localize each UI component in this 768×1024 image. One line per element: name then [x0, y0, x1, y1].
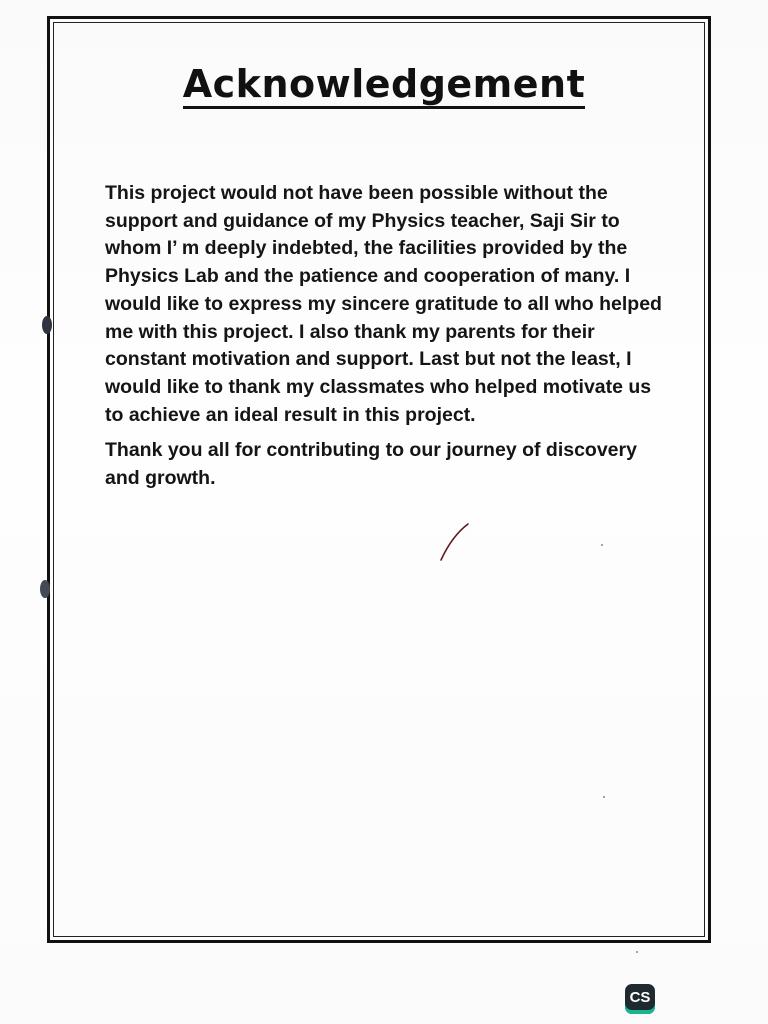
scan-speck — [636, 951, 638, 953]
punch-hole-icon — [40, 580, 50, 598]
paragraph-main: This project would not have been possible without the support and guidance of my Physics teacher, Saji Sir to whom I’ m deeply indebted, the facilities provided by the Physics Lab and the patience and cooperation of many. I would like to express my sincere gratitude to all who helped me with this project. I also thank my parents for their constant motivation and support. Last but not the least, I would like to thank my classmates who helped motivate us to achieve an ideal result in this project. — [105, 182, 662, 426]
paragraph-closing: Thank you all for contributing to our journey of discovery and growth. — [105, 439, 637, 490]
pen-mark-icon — [438, 522, 472, 564]
scan-speck — [603, 796, 605, 798]
page-title — [0, 62, 768, 109]
page-title-text: Acknowledgement — [183, 62, 586, 109]
acknowledgement-body — [105, 180, 665, 501]
scan-speck — [601, 544, 603, 546]
camscanner-logo-icon — [625, 984, 655, 1014]
camscanner-logo-text: CS — [629, 989, 651, 1006]
punch-hole-icon — [42, 316, 52, 334]
